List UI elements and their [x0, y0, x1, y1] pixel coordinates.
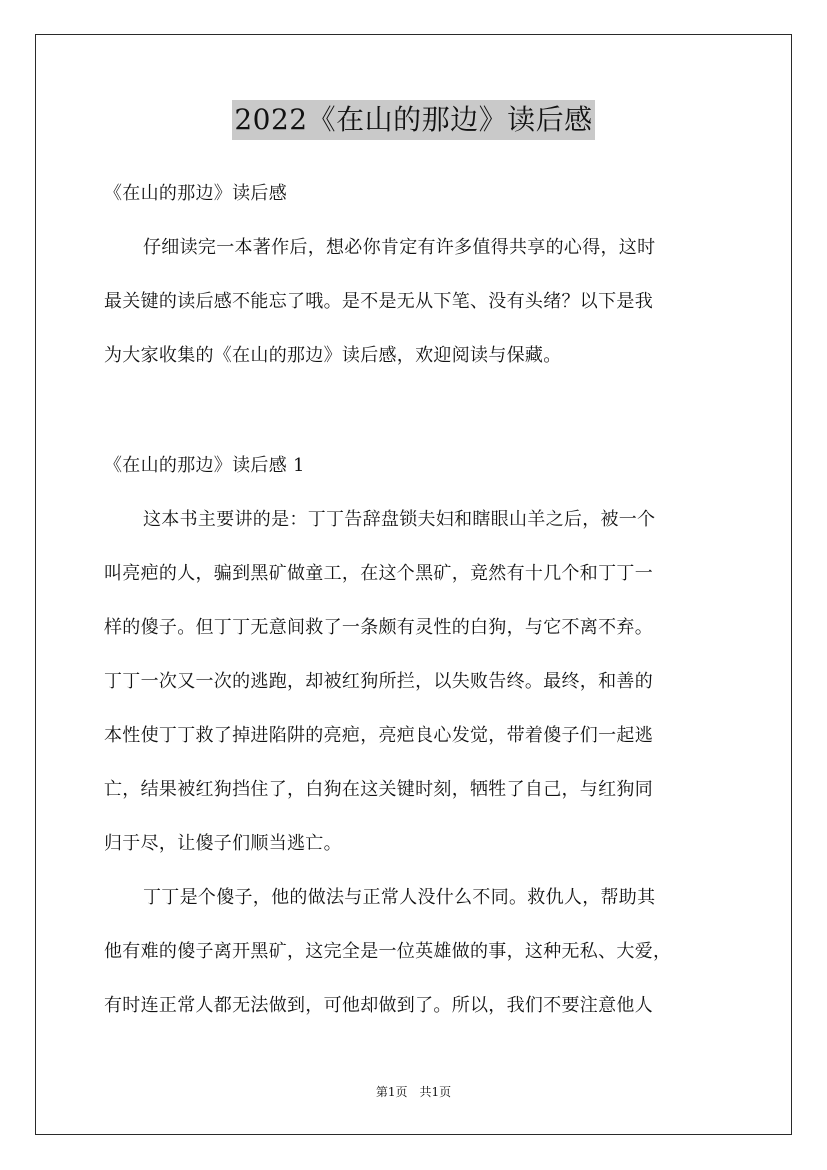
paragraph-line: 样的傻子。但丁丁无意间救了一条颇有灵性的白狗，与它不离不弃。: [104, 617, 653, 638]
paragraph-line: 叫亮疤的人，骗到黑矿做童工，在这个黑矿，竟然有十几个和丁丁一: [104, 563, 653, 584]
intro-line: 为大家收集的《在山的那边》读后感，欢迎阅读与保藏。: [104, 345, 562, 366]
paragraph-line: 丁丁是个傻子，他的做法与正常人没什么不同。救仇人，帮助其: [143, 887, 656, 908]
intro-line: 最关键的读后感不能忘了哦。是不是无从下笔、没有头绪？以下是我: [104, 291, 653, 312]
paragraph-line: 本性使丁丁救了掉进陷阱的亮疤，亮疤良心发觉，带着傻子们一起逃: [104, 725, 653, 746]
intro-line: 仔细读完一本著作后，想必你肯定有许多值得共享的心得，这时: [143, 237, 656, 258]
page-footer: [0, 1083, 827, 1101]
paragraph-line: 这本书主要讲的是：丁丁告辞盘锁夫妇和瞎眼山羊之后，被一个: [143, 509, 656, 530]
paragraph-line: 亡，结果被红狗挡住了，白狗在这关键时刻，牺牲了自己，与红狗同: [104, 779, 653, 800]
section-heading: 《在山的那边》读后感 1: [104, 455, 305, 476]
paragraph-line: 他有难的傻子离开黑矿，这完全是一位英雄做的事，这种无私、大爱，: [104, 941, 672, 962]
document-subtitle: 《在山的那边》读后感: [104, 183, 287, 204]
page-number: 第1页: [375, 1085, 408, 1099]
paragraph-line: 有时连正常人都无法做到，可他却做到了。所以，我们不要注意他人: [104, 995, 653, 1016]
page-total: 共1页: [419, 1085, 452, 1099]
paragraph-line: 归于尽，让傻子们顺当逃亡。: [104, 833, 342, 854]
paragraph-line: 丁丁一次又一次的逃跑，却被红狗所拦，以失败告终。最终，和善的: [104, 671, 653, 692]
document-title: 2022《在山的那边》读后感: [232, 100, 594, 140]
